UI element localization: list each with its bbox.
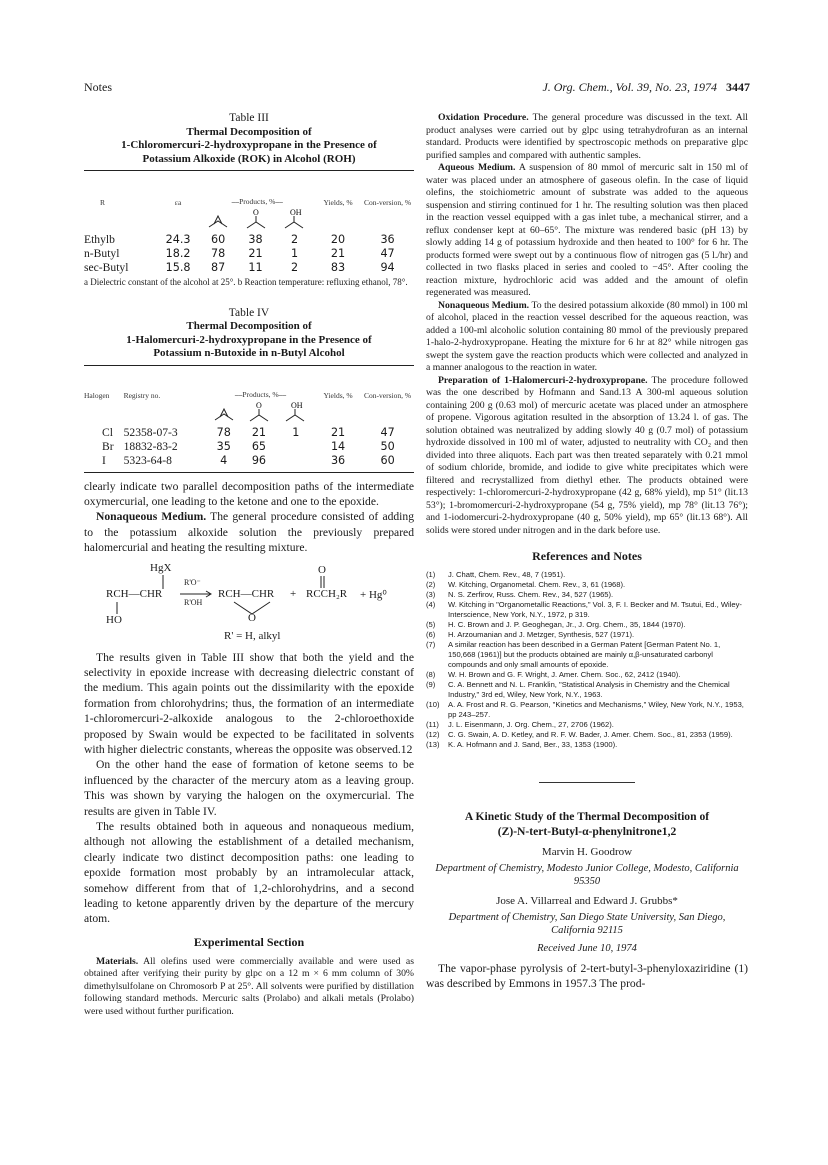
scheme-plus: + [290,587,297,600]
reference-item: (9) C. A. Bennett and N. L. Franklin, "Statistical Analysis in Chemistry and the Chemical Industry," 3rd ed, Wiley, New York, N.Y., 1963. [426,680,730,699]
article-author: Jose A. Villarreal and Edward J. Grubbs* [496,895,678,907]
page-number: 3447 [726,80,750,94]
propylene-oxide-structure-icon [206,400,241,426]
table-iv-title [84,307,414,361]
table-row: Cl 52358-07-3 78 21 1 21 47 [102,425,395,439]
scheme-bond-icon [114,602,120,614]
col-header-products: ⎯⎯Products, %⎯⎯ [231,197,283,206]
col-header-conversion: Con-version, % [364,390,412,400]
table-iii-footnote: a Dielectric constant of the alcohol at 25°. b Reaction temperature: refluxing ethanol, 78°. [84,277,408,287]
reaction-scheme [84,562,414,648]
run-in-heading: Aqueous Medium. [438,162,516,173]
table-iii [84,171,414,275]
reference-item: (4) W. Kitching in "Organometallic Reactions," Vol. 3, F. I. Becker and M. Tsutui, Ed., Wiley-Interscience, New York, N.Y., 1972, p 319. [426,600,742,619]
run-in-heading: Oxidation Procedure. [438,112,529,123]
body-paragraph: Materials. All olefins used were commercially available and were used as obtained after verifying their purity by glpc on a 12 m × 6 mm column of 30% dimethylsulfolane on Chromosorb P at 25°. All solvents were purified by distillation following standard methods. Mercuric salts (Prolabo) and alkali metals (Prolabo) were used without further purification. [84,955,414,1017]
left-column [84,112,414,1018]
article-author: Marvin H. Goodrow [541,846,633,858]
table-row: I 5323-64-8 4 96 36 60 [102,453,395,467]
scheme-ho: HO [106,613,122,626]
table-row: sec-Butyl 15.8 87 11 2 83 94 [84,261,395,274]
journal-citation: J. Org. Chem., Vol. 39, No. 23, 1974 [542,80,717,94]
scheme-reagent: R'O⁻ [184,577,201,587]
col-header-conversion: Con-version, % [364,198,412,207]
scheme-solvent: R'OH [184,597,203,607]
table-iv-title-line: 1-Halomercuri-2-hydroxypropane in the Presence of [126,333,372,346]
article-title: A Kinetic Study of the Thermal Decomposition of (Z)-N-tert-Butyl-α-phenylnitrone1,2 [464,810,710,838]
svg-text:OH: OH [290,400,303,410]
reference-item: (5) H. C. Brown and J. P. Geoghegan, Jr., J. Org. Chem., 35, 1844 (1970). [426,620,686,629]
section-heading: References and Notes [532,549,642,563]
table-iv-title-line: Potassium n-Butoxide in n-Butyl Alcohol [153,347,345,359]
scheme-epoxide-oxygen: O [248,611,256,624]
body-paragraph: The results given in Table III show that both the yield and the selectivity in epoxide increase with decreasing dielectric constant of the medium. This again points out the dissimilarity with the epoxide formation from chlorohydrins; thus, the formation of an intermediate 1-chloromercuri-2-alkoxide analogous to the 2-chloroethoxide proposed by Swain would be expected to be facilitated in solvents with higher dielectric constants, whereas the opposite was observed.12 [84,650,414,756]
svg-text:O: O [255,400,262,410]
reference-item: (7) A similar reaction has been described in a German Patent [German Patent No. 1, 150,668 (1961)] but the products obtained are mainly α,β-unsaturated carbonyl compounds and only small amounts of epoxide. [426,640,721,669]
body-paragraph: The results obtained both in aqueous and nonaqueous medium, although not allowing the establishment of a detailed mechanism, clearly indicate two distinct decomposition paths: one leading to epoxide formation most probably by an intramolecular attack, somehow different from that of 1,2-chlorohydrins, and a second leading to ketone apparently driven by the departure of the mercury atom. [84,820,414,926]
reference-item: (1) J. Chatt, Chem. Rev., 48, 7 (1951). [426,570,566,579]
reference-item: (6) H. Arzoumanian and J. Metzger, Synthesis, 527 (1971). [426,630,635,639]
table-row: n-Butyl 18.2 78 21 1 21 47 [84,247,395,260]
table-row: Ethylb 24.3 60 38 2 20 36 [84,233,395,246]
scheme-ketone: RCCH₂R [306,587,348,600]
scheme-reactant: RCH—CHR [106,587,163,600]
running-header-right [542,80,750,95]
propylene-oxide-structure-icon [199,207,236,233]
reference-list [426,570,748,750]
table-iii-label: Table III [229,112,269,124]
section-heading: Experimental Section [193,934,305,949]
body-paragraph: clearly indicate two parallel decomposition paths of the intermediate oxymercurial, one leading to the ketone and one to the epoxide. [84,479,414,508]
table-iv-title-line: Thermal Decomposition of [186,320,312,332]
author-affiliation: Department of Chemistry, Modesto Junior College, Modesto, California 95350 [435,863,739,887]
table-rule [84,472,414,473]
run-in-heading: Nonaqueous Medium. [438,299,530,311]
col-header-yields: Yields, % [323,390,353,400]
body-paragraph: Oxidation Procedure. The general procedure was discussed in the text. All product analyses were carried out by glpc using tetrahydrofuran as an internal standard. Products were identified by spectroscopic methods on preparative glpc purified samples and compared with authentic samples. [426,112,748,161]
reference-item: (3) N. S. Zerfirov, Russ. Chem. Rev., 34, 527 (1965). [426,590,614,599]
svg-text:OH: OH [289,208,302,217]
acetone-structure-icon [241,400,276,426]
body-paragraph: Nonaqueous Medium. The general procedure consisted of adding to the potassium alkoxide solution the previously prepared halomercurial and heating the resulting mixture. [84,510,414,555]
col-header-products: ⎯⎯Products, %⎯⎯ [234,389,287,399]
reference-item: (10) A. A. Frost and R. G. Pearson, "Kinetics and Mechanisms," Wiley, New York, N.Y., 1953, pp 243–257. [426,700,744,719]
scheme-epoxide: RCH—CHR [218,587,275,600]
article-divider [539,782,635,783]
table-iv-label: Table IV [228,306,270,319]
running-header-left: Notes [84,80,112,94]
author-affiliation: Department of Chemistry, San Diego State University, San Diego, California 92115 [448,912,726,936]
received-date: Received June 10, 1974 [537,943,637,954]
reference-item: (12) C. G. Swain, A. D. Ketley, and R. F. W. Bader, J. Amer. Chem. Soc., 81, 2353 (1959). [426,730,733,739]
scheme-note: R' = H, alkyl [224,629,281,642]
body-paragraph: Preparation of 1-Halomercuri-2-hydroxypropane. The procedure followed was the one described by Hofmann and Sand.13 A 300-ml aqueous solution containing 200 g (0.63 mol) of mercuric acetate was placed under an atmosphere of propene. Vigorous agitation resulted in the absorption of 13.24 l. of gas. The solution obtained was neutralized by adding slowly 40 g (0.7 mol) of potassium hydroxide dissolved in 100 ml of water, adjusted to neutrality with CO₂ and then divided into three aliquots. Each part was then treated separately with 0.21 mmol of sodium chloride, bromide, and iodide to give white precipitates which were filtered and recrystallized from diethyl ether. The products obtained were respectively: 1-chloromercuri-2-hydroxypropane (42 g, 68% yield), mp 51° (lit.13 53°); 1-bromomercuri-2-hydroxypropane (54 g, 75% yield), mp 78° (lit.13 76°); and 1-iodomercuri-2-hydroxypropane (40 g, 50% yield), mp 65° (lit.13 68°). All solids were stored under nitrogen and in the dark before use. [426,374,748,536]
reference-item: (13) K. A. Hofmann and J. Sand, Ber., 33, 1353 (1900). [426,740,618,749]
table-row: Br 18832-83-2 35 65 14 50 [102,439,395,453]
col-header-halogen: Halogen [84,390,110,400]
body-paragraph: Aqueous Medium. A suspension of 80 mmol of mercuric salt in 150 ml of water was placed under an atmosphere of gaseous olefin. In the case of liquid olefins, the stoichiometric amount of substrate was added to the aqueous suspension and stirring continued for 1 hr. The resulting solution was then placed in the reaction vessel equipped with a gas inlet tube, a mechanical stirrer, and a reflux condenser kept at 60–65°. The mixture was rendered basic (pH 13) by slowly adding 14 g of potassium hydroxide and then heated to 100° for 6 hr. The products formed were swept out by a continuous flow of nitrogen gas (5 l./hr) and collected in two flasks placed in series and cooled to −45°. After cooling the reaction mixture, hydrochloric acid was added and the amount of olefin regenerated was measured. [426,162,748,298]
col-header-epsilon: εa [174,198,182,207]
table-iii-title-line: Potassium Alkoxide (ROK) in Alcohol (ROH) [142,152,356,165]
right-column [426,112,748,992]
allyl-alcohol-structure-icon [277,400,315,426]
reference-item: (2) W. Kitching, Organometal. Chem. Rev., 3, 61 (1968). [426,580,626,589]
run-in-heading: Materials. [96,955,139,967]
body-paragraph: On the other hand the ease of formation of ketone seems to be influenced by the character of the mercury atom as a leaving group. This was shown by varying the halogen on the oxymercurial. The results are given in Table IV. [84,758,414,818]
table-iii-title-line: 1-Chloromercuri-2-hydroxypropane in the Presence of [121,139,377,151]
table-iii-title-line: Thermal Decomposition of [186,125,312,138]
table-iii-title [84,112,414,166]
scheme-bond-icon [160,575,166,589]
table-iv [84,366,414,468]
col-header-registry: Registry no. [123,390,161,400]
reference-item: (8) W. H. Brown and G. F. Wright, J. Amer. Chem. Soc., 62, 2412 (1940). [426,670,681,679]
svg-text:O: O [252,208,259,217]
allyl-alcohol-structure-icon [274,207,315,233]
run-in-heading: Preparation of 1-Halomercuri-2-hydroxypropane. [438,374,648,386]
col-header-r: R [100,198,106,207]
run-in-heading: Nonaqueous Medium. [96,510,207,524]
reference-item: (11) J. L. Eisenmann, J. Org. Chem., 27, 2706 (1962). [426,720,614,729]
body-paragraph: Nonaqueous Medium. To the desired potassium alkoxide (80 mmol) in 100 ml of alcohol, placed in the reaction vessel described for the aqueous reaction, was added a 100-ml alcoholic solution containing 80 mmol of the previously prepared 1-halo-2-hydroxypropane. Heating the mixture for 6 hr at 82° while nitrogen gas swept the system gave the reaction products which were collected and analyzed in a manner analogous to the reaction in water. [426,299,748,373]
acetone-structure-icon [237,207,274,233]
body-paragraph: The vapor-phase pyrolysis of 2-tert-butyl-3-phenyloxaziridine (1) was described by Emmons in 1957.3 The prod- [426,962,748,991]
col-header-yields: Yields, % [323,198,353,207]
reaction-arrow-icon [180,590,214,598]
scheme-hgx: HgX [150,561,172,574]
scheme-mercury: + Hg⁰ [360,588,387,601]
scheme-carbonyl-oxygen: O [318,563,326,576]
